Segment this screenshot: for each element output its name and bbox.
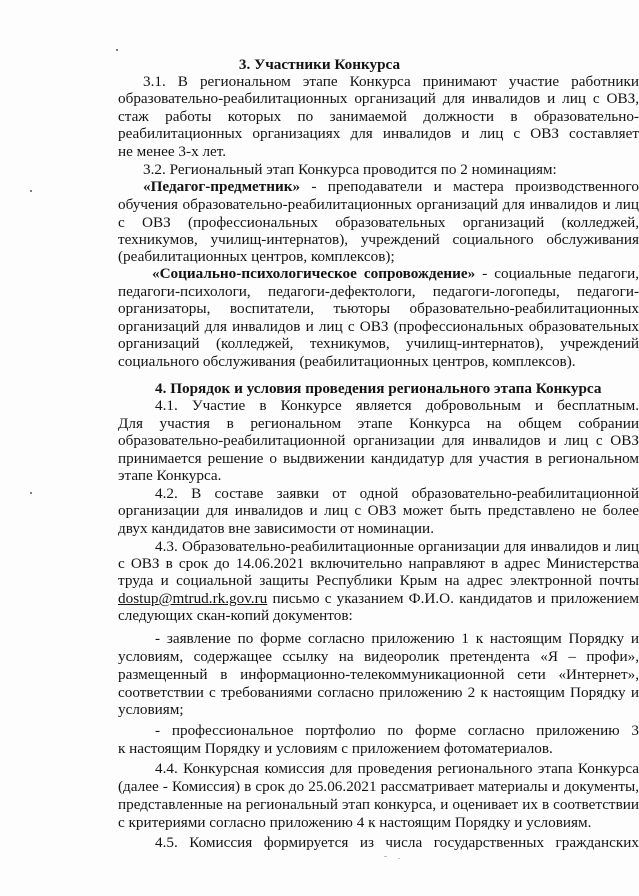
- scan-speck: [384, 856, 387, 857]
- nomination-2-line: социального обслуживания (реабилитационных центров, комплексов).: [118, 353, 576, 370]
- nomination-1-line: (реабилитационных центров, комплексов);: [118, 248, 395, 265]
- section-3-heading: 3. Участники Конкурса: [238, 56, 401, 73]
- scan-speck: [398, 858, 400, 859]
- paragraph-4-3-line: 4.3. Образовательно-реабилитационные организации для инвалидов и лиц: [155, 538, 639, 555]
- paragraph-3-1-line: 3.1. В региональном этапе Конкурса принимают участие работники: [143, 73, 639, 90]
- paragraph-3-1-line: стаж работы которых по занимаемой должности в образовательно-: [118, 108, 639, 125]
- nomination-1-line: техникумов, училищ-интернатов), учреждений социального обслуживания: [118, 231, 639, 248]
- list-item-2-line: - профессиональное портфолио по форме согласно приложению 3: [155, 722, 639, 739]
- paragraph-4-1-line: этапе Конкурса.: [118, 467, 222, 484]
- nomination-1-title: «Педагог-предметник»: [143, 178, 301, 195]
- nomination-2-line: организаций (колледжей, техникумов, училищ-интернатов), учреждений: [118, 335, 639, 352]
- paragraph-4-1-line: Для участия в региональном этапе Конкурса на общем собрании: [118, 415, 639, 432]
- list-item-1-line: условиям;: [118, 701, 184, 718]
- paragraph-3-1-line: не менее 3-х лет.: [118, 143, 227, 160]
- paragraph-3-2: 3.2. Региональный этап Конкурса проводится по 2 номинациям:: [143, 161, 557, 178]
- paragraph-4-1-line: 4.1. Участие в Конкурсе является добровольным и бесплатным.: [155, 397, 639, 414]
- paragraph-4-1-line: принимается решение о выдвижении кандидатур для участия в региональном: [118, 450, 639, 467]
- nomination-1-line: «Педагог-предметник» - преподаватели и мастера производственного: [143, 178, 639, 195]
- nomination-2-line: педагоги-психологи, педагоги-дефектологи, педагоги-логопеды, педагоги-: [118, 283, 639, 300]
- list-item-1-line: соответствии с требованиями согласно приложению 2 к настоящим Порядку и: [118, 684, 639, 701]
- scan-speck: [30, 190, 32, 192]
- list-item-1-line: размещенный в информационно-телекоммуникационной сети «Интернет»,: [118, 666, 639, 683]
- paragraph-4-3-line: труда и социальной защиты Республики Крым на адрес электронной почты: [118, 572, 639, 589]
- paragraph-4-2-line: двух кандидатов вне зависимости от номинации.: [118, 520, 434, 537]
- paragraph-3-1-line: реабилитационных организациях для инвалидов и лиц с ОВЗ составляет: [118, 125, 639, 142]
- paragraph-4-4-line: 4.4. Конкурсная комиссия для проведения регионального этапа Конкурса: [155, 760, 639, 777]
- paragraph-4-5-line: 4.5. Комиссия формируется из числа государственных гражданских: [155, 834, 639, 851]
- scan-speck: [30, 492, 32, 494]
- list-item-2-line: к настоящим Порядку и условиям с приложением фотоматериалов.: [118, 740, 553, 757]
- email-link[interactable]: dostup@mtrud.rk.gov.ru: [118, 590, 268, 607]
- nomination-2-line: организаторы, воспитатели, тьюторы образовательно-реабилитационных: [118, 300, 639, 317]
- list-item-1-line: условиям, содержащее ссылку на видеоролик претендента «Я – профи»,: [118, 648, 639, 665]
- paragraph-4-4-line: представленные на региональный этап конкурса, и оценивает их в соответствии: [118, 796, 639, 813]
- paragraph-4-3-line: с ОВЗ в срок до 14.06.2021 включительно направляют в адрес Министерства: [118, 555, 639, 572]
- nomination-1-line: с ОВЗ (профессиональных образовательных организаций (колледжей,: [118, 214, 639, 231]
- paragraph-4-1-line: образовательно-реабилитационной организации для инвалидов и лиц с ОВЗ: [118, 432, 639, 449]
- list-item-1-line: - заявление по форме согласно приложению 1 к настоящим Порядку и: [155, 630, 639, 647]
- paragraph-4-2-line: организации для инвалидов и лиц с ОВЗ может быть представлено не более: [118, 502, 639, 519]
- nomination-2-title: «Социально-психологическое сопровождение»: [152, 265, 476, 282]
- paragraph-4-4-line: (далее - Комиссия) в срок до 25.06.2021 рассматривает материалы и документы,: [118, 778, 639, 795]
- nomination-2-line: организаций для инвалидов и лиц с ОВЗ (профессиональных образовательных: [118, 318, 639, 335]
- paragraph-4-2-line: 4.2. В составе заявки от одной образовательно-реабилитационной: [155, 485, 639, 502]
- paragraph-4-4-line: с критериями согласно приложению 4 к настоящим Порядку и условиям.: [118, 814, 592, 831]
- paragraph-4-3-line: следующих скан-копий документов:: [118, 607, 353, 624]
- nomination-2-line: «Социально-психологическое сопровождение» - социальные педагоги,: [152, 265, 639, 282]
- paragraph-3-1-line: образовательно-реабилитационных организаций для инвалидов и лиц с ОВЗ,: [118, 90, 639, 107]
- scan-speck: [116, 49, 118, 51]
- section-4-heading: 4. Порядок и условия проведения регионального этапа Конкурса: [155, 380, 602, 397]
- paragraph-4-3-line: dostup@mtrud.rk.gov.ru письмо с указанием Ф.И.О. кандидатов и приложением: [118, 590, 639, 607]
- nomination-1-line: обучения образовательно-реабилитационных организаций для инвалидов и лиц: [118, 196, 639, 213]
